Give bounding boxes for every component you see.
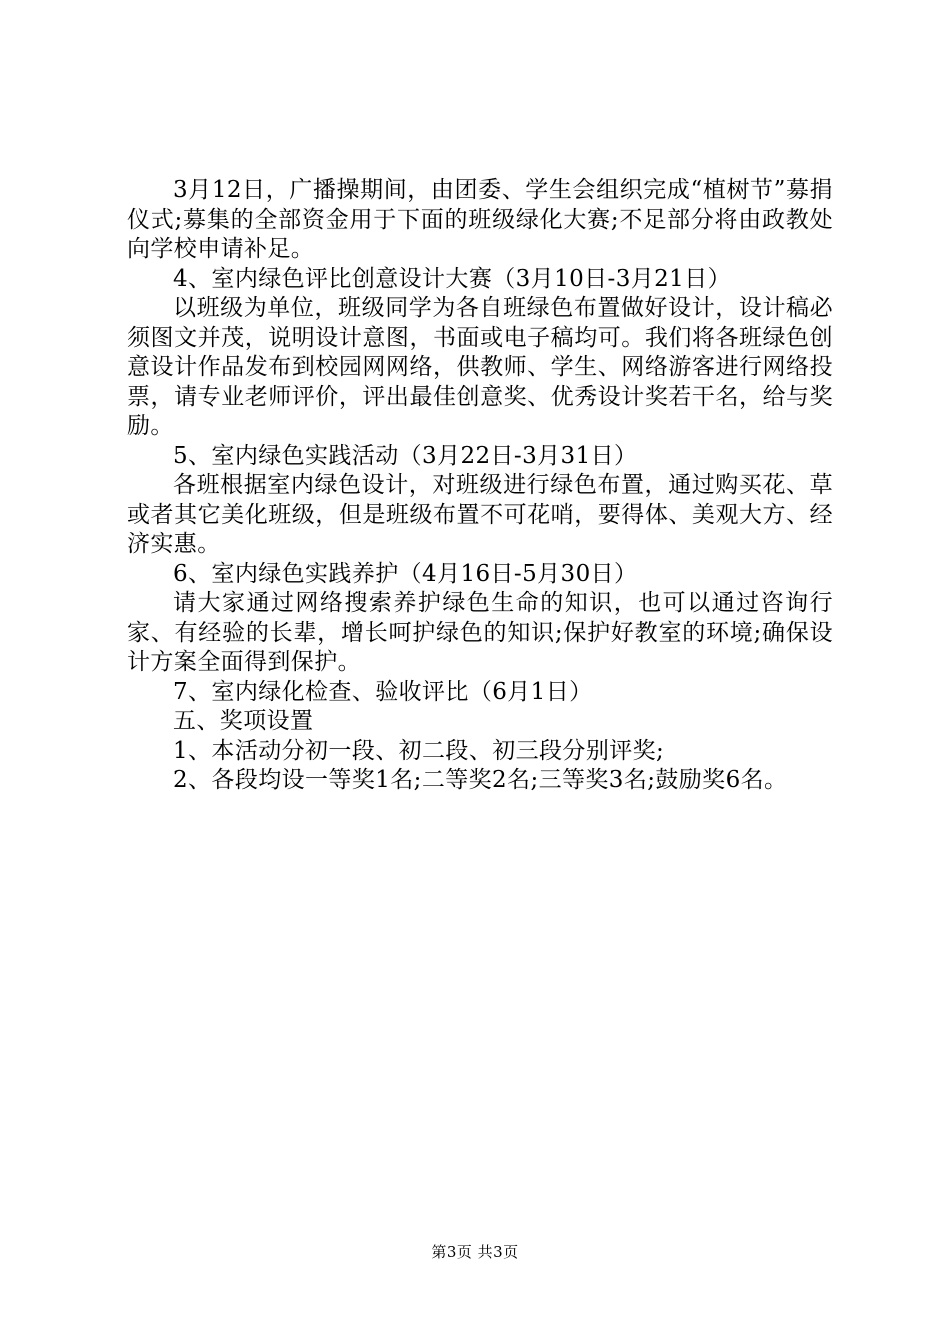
paragraph-awards-2: 2、各段均设一等奖1名;二等奖2名;三等奖3名;鼓励奖6名。 (173, 767, 788, 793)
page-footer: 第3页 共3页 (431, 1243, 519, 1261)
paragraph-fundraising: 3月12日，广播操期间，由团委、学生会组织完成“植树节”募捐仪式;募集的全部资金用于下面的班级绿化大赛;不足部分将由政教处向学校申请补足。 (127, 177, 833, 262)
heading-awards: 五、奖项设置 (173, 708, 314, 734)
heading-inspection: 7、室内绿化检查、验收评比（6月1日） (173, 678, 593, 705)
heading-maintenance: 6、室内绿色实践养护（4月16日-5月30日） (173, 560, 638, 587)
paragraph-design-contest: 以班级为单位，班级同学为各自班绿色布置做好设计，设计稿必须图文并茂，说明设计意图，书面或电子稿均可。我们将各班绿色创意设计作品发布到校园网网络，供教师、学生、网络游客进行网络投票，请专业老师评价，评出最佳创意奖、优秀设计奖若干名，给与奖励。 (127, 295, 833, 439)
paragraph-maintenance: 请大家通过网络搜索养护绿色生命的知识，也可以通过咨询行家、有经验的长辈，增长呵护绿色的知识;保护好教室的环境;确保设计方案全面得到保护。 (127, 590, 833, 675)
paragraph-practice-activity: 各班根据室内绿色设计，对班级进行绿色布置，通过购买花、草或者其它美化班级，但是班级布置不可花哨，要得体、美观大方、经济实惠。 (127, 472, 833, 557)
paragraph-awards-1: 1、本活动分初一段、初二段、初三段分别评奖; (173, 737, 665, 764)
heading-practice-activity: 5、室内绿色实践活动（3月22日-3月31日） (173, 442, 638, 469)
heading-design-contest: 4、室内绿色评比创意设计大赛（3月10日-3月21日） (173, 265, 732, 292)
document-body (127, 176, 833, 796)
